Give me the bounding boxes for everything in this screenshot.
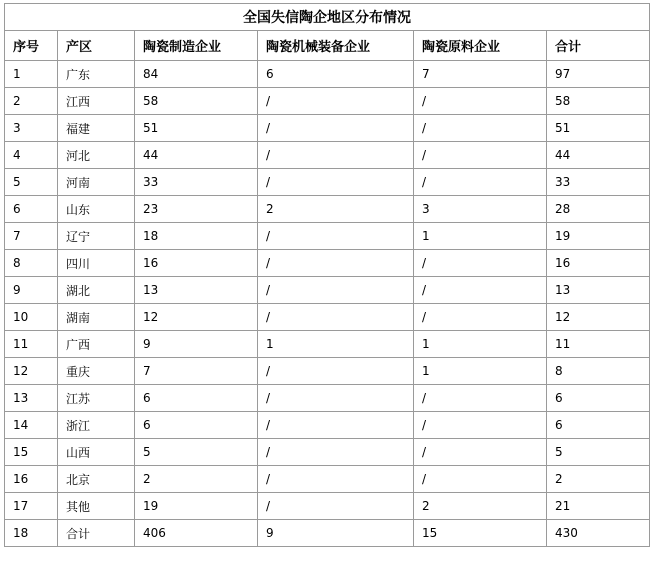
cell-raw-material: / [414, 277, 547, 304]
cell-region: 湖北 [58, 277, 135, 304]
cell-index: 3 [5, 115, 58, 142]
cell-total: 8 [547, 358, 650, 385]
cell-region: 浙江 [58, 412, 135, 439]
cell-manufacturing: 44 [135, 142, 258, 169]
cell-manufacturing: 6 [135, 412, 258, 439]
table-row [5, 304, 650, 331]
cell-raw-material: / [414, 88, 547, 115]
table-body [5, 61, 650, 547]
cell-machinery: / [258, 88, 414, 115]
cell-raw-material: / [414, 142, 547, 169]
cell-total: 51 [547, 115, 650, 142]
cell-machinery: / [258, 169, 414, 196]
cell-raw-material: / [414, 169, 547, 196]
cell-raw-material: / [414, 385, 547, 412]
cell-machinery: / [258, 439, 414, 466]
cell-raw-material: 7 [414, 61, 547, 88]
cell-manufacturing: 12 [135, 304, 258, 331]
cell-total: 13 [547, 277, 650, 304]
cell-manufacturing: 33 [135, 169, 258, 196]
table-row [5, 520, 650, 547]
cell-index: 15 [5, 439, 58, 466]
cell-index: 17 [5, 493, 58, 520]
cell-region: 河南 [58, 169, 135, 196]
table-row [5, 385, 650, 412]
cell-machinery: 6 [258, 61, 414, 88]
cell-region: 其他 [58, 493, 135, 520]
table-row [5, 466, 650, 493]
cell-total: 430 [547, 520, 650, 547]
cell-machinery: / [258, 250, 414, 277]
header-manufacturing: 陶瓷制造企业 [135, 31, 258, 61]
cell-total: 6 [547, 412, 650, 439]
table-row [5, 493, 650, 520]
cell-machinery: / [258, 304, 414, 331]
cell-total: 16 [547, 250, 650, 277]
cell-region: 山东 [58, 196, 135, 223]
cell-manufacturing: 9 [135, 331, 258, 358]
cell-manufacturing: 5 [135, 439, 258, 466]
cell-raw-material: / [414, 304, 547, 331]
cell-region: 山西 [58, 439, 135, 466]
cell-raw-material: 1 [414, 358, 547, 385]
cell-index: 13 [5, 385, 58, 412]
cell-raw-material: / [414, 250, 547, 277]
cell-region: 江西 [58, 88, 135, 115]
cell-index: 5 [5, 169, 58, 196]
cell-total: 5 [547, 439, 650, 466]
cell-machinery: / [258, 466, 414, 493]
cell-total: 21 [547, 493, 650, 520]
header-machinery: 陶瓷机械装备企业 [258, 31, 414, 61]
cell-raw-material: / [414, 466, 547, 493]
table-row [5, 223, 650, 250]
cell-manufacturing: 406 [135, 520, 258, 547]
cell-index: 14 [5, 412, 58, 439]
cell-raw-material: 15 [414, 520, 547, 547]
cell-machinery: / [258, 223, 414, 250]
cell-region: 河北 [58, 142, 135, 169]
cell-manufacturing: 7 [135, 358, 258, 385]
cell-region: 福建 [58, 115, 135, 142]
cell-manufacturing: 18 [135, 223, 258, 250]
header-index: 序号 [5, 31, 58, 61]
cell-manufacturing: 51 [135, 115, 258, 142]
cell-total: 97 [547, 61, 650, 88]
cell-raw-material: / [414, 412, 547, 439]
table-container [4, 3, 650, 547]
table-row [5, 169, 650, 196]
cell-raw-material: 2 [414, 493, 547, 520]
cell-index: 6 [5, 196, 58, 223]
cell-index: 18 [5, 520, 58, 547]
table-row [5, 142, 650, 169]
cell-total: 33 [547, 169, 650, 196]
cell-raw-material: / [414, 439, 547, 466]
cell-manufacturing: 16 [135, 250, 258, 277]
cell-index: 7 [5, 223, 58, 250]
cell-manufacturing: 23 [135, 196, 258, 223]
table-row [5, 439, 650, 466]
cell-machinery: / [258, 385, 414, 412]
cell-manufacturing: 84 [135, 61, 258, 88]
cell-index: 1 [5, 61, 58, 88]
cell-manufacturing: 58 [135, 88, 258, 115]
table-row [5, 358, 650, 385]
cell-region: 四川 [58, 250, 135, 277]
cell-index: 9 [5, 277, 58, 304]
cell-total: 58 [547, 88, 650, 115]
cell-index: 10 [5, 304, 58, 331]
table-row [5, 277, 650, 304]
cell-machinery: / [258, 412, 414, 439]
cell-total: 11 [547, 331, 650, 358]
cell-machinery: / [258, 358, 414, 385]
cell-manufacturing: 6 [135, 385, 258, 412]
table-row [5, 115, 650, 142]
cell-machinery: / [258, 277, 414, 304]
cell-index: 11 [5, 331, 58, 358]
cell-machinery: 1 [258, 331, 414, 358]
table-row [5, 196, 650, 223]
cell-total: 2 [547, 466, 650, 493]
cell-raw-material: 1 [414, 331, 547, 358]
cell-region: 湖南 [58, 304, 135, 331]
cell-manufacturing: 19 [135, 493, 258, 520]
cell-index: 16 [5, 466, 58, 493]
cell-total: 12 [547, 304, 650, 331]
cell-region: 重庆 [58, 358, 135, 385]
table-row [5, 412, 650, 439]
table-header-row [5, 31, 650, 61]
table-row [5, 331, 650, 358]
cell-machinery: 9 [258, 520, 414, 547]
cell-raw-material: / [414, 115, 547, 142]
cell-region: 广西 [58, 331, 135, 358]
cell-machinery: / [258, 115, 414, 142]
cell-total: 28 [547, 196, 650, 223]
cell-region: 江苏 [58, 385, 135, 412]
cell-total: 19 [547, 223, 650, 250]
header-total: 合计 [547, 31, 650, 61]
cell-region: 广东 [58, 61, 135, 88]
cell-index: 4 [5, 142, 58, 169]
table-row [5, 61, 650, 88]
cell-machinery: 2 [258, 196, 414, 223]
cell-region: 辽宁 [58, 223, 135, 250]
cell-raw-material: 1 [414, 223, 547, 250]
cell-machinery: / [258, 493, 414, 520]
table-title: 全国失信陶企地区分布情况 [5, 4, 650, 31]
cell-total: 6 [547, 385, 650, 412]
cell-manufacturing: 2 [135, 466, 258, 493]
cell-region: 合计 [58, 520, 135, 547]
distribution-table [4, 3, 650, 547]
table-row [5, 88, 650, 115]
cell-manufacturing: 13 [135, 277, 258, 304]
table-row [5, 250, 650, 277]
cell-index: 2 [5, 88, 58, 115]
cell-machinery: / [258, 142, 414, 169]
cell-index: 12 [5, 358, 58, 385]
cell-total: 44 [547, 142, 650, 169]
cell-region: 北京 [58, 466, 135, 493]
table-title-row [5, 4, 650, 31]
cell-index: 8 [5, 250, 58, 277]
header-raw-material: 陶瓷原料企业 [414, 31, 547, 61]
header-region: 产区 [58, 31, 135, 61]
cell-raw-material: 3 [414, 196, 547, 223]
